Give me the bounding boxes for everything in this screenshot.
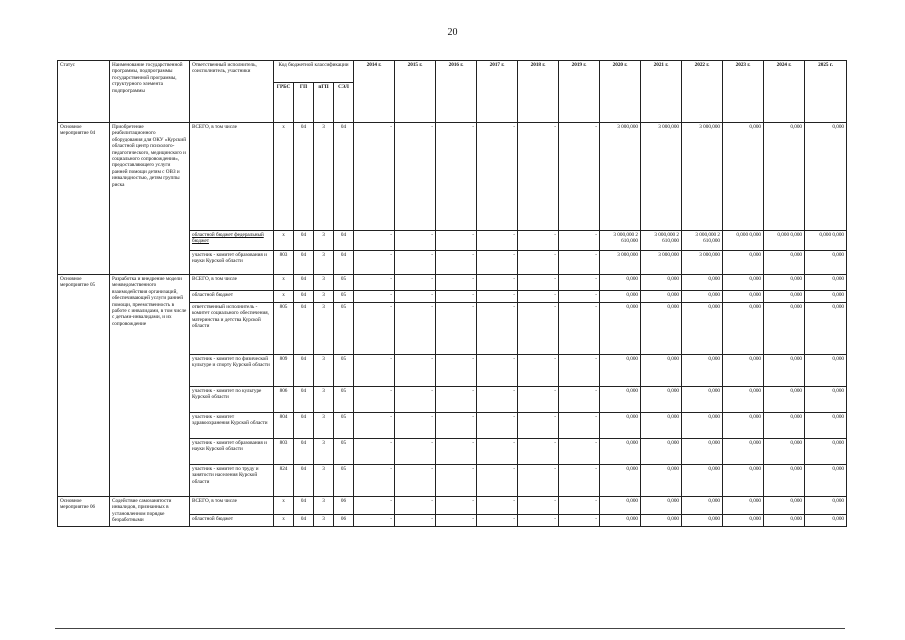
header-year: 2020 г.: [600, 61, 641, 123]
row-code: 04: [294, 123, 314, 231]
row-code: 04: [294, 251, 314, 275]
row-code: 04: [294, 439, 314, 465]
row-executor: участник - комитет по труду и занятости населения Курской области: [190, 465, 274, 497]
row-value: -: [477, 231, 518, 251]
table-row: [58, 275, 847, 291]
row-code: 05: [334, 303, 354, 355]
row-code: 05: [334, 413, 354, 439]
row-value: -: [518, 275, 559, 291]
row-value: 3 000,000: [682, 123, 723, 231]
row-code: x: [274, 497, 294, 515]
row-code: 3: [314, 123, 334, 231]
row-value: -: [436, 439, 477, 465]
row-value: -: [395, 465, 436, 497]
row-executor: участник - комитет здравоохранения Курской области: [190, 413, 274, 439]
row-value: 0,000: [600, 275, 641, 291]
row-value: 0,000: [764, 303, 805, 355]
row-code: 05: [334, 387, 354, 413]
row-value: 0,000: [600, 439, 641, 465]
row-value: -: [559, 231, 600, 251]
row-value: 0,000: [723, 123, 764, 231]
row-value: 0,000: [805, 275, 847, 291]
row-value: 3 000,000: [600, 123, 641, 231]
row-name: Содействие самозанятости инвалидов, признанных в установленном порядке безработными: [110, 497, 190, 527]
row-value: 0,000: [805, 387, 847, 413]
row-name: Разработка и внедрение модели межведомственного взаимодействия организаций, обеспечивающей услуги ранней помощи, преемственность в работе с инвалидами, в том числе с детьми-инвалидами, и их сопровождение: [110, 275, 190, 497]
bottom-rule: [55, 628, 845, 629]
row-value: 0,000 0,000: [723, 231, 764, 251]
header-year: 2025 г.: [805, 61, 847, 123]
row-value: -: [518, 387, 559, 413]
row-value: 0,000: [682, 497, 723, 515]
row-value: -: [436, 497, 477, 515]
row-value: -: [559, 387, 600, 413]
row-code: 04: [294, 291, 314, 303]
row-value: 0,000: [682, 515, 723, 527]
row-executor: областной бюджет: [190, 515, 274, 527]
page-number: 20: [447, 27, 458, 38]
row-value: -: [436, 515, 477, 527]
row-value: -: [395, 387, 436, 413]
row-code: 04: [294, 275, 314, 291]
row-value: -: [518, 123, 559, 231]
row-value: 0,000: [764, 465, 805, 497]
row-code: 3: [314, 387, 334, 413]
row-value: 0,000: [641, 291, 682, 303]
row-value: -: [518, 251, 559, 275]
row-executor: участник - комитет по физической культуре и спорту Курской области: [190, 355, 274, 387]
row-code: 04: [294, 413, 314, 439]
row-value: -: [518, 231, 559, 251]
row-value: 0,000: [805, 465, 847, 497]
row-code: 04: [294, 355, 314, 387]
header-year: 2019 г.: [559, 61, 600, 123]
row-code: 05: [334, 439, 354, 465]
header-year: 2015 г.: [395, 61, 436, 123]
row-code: 3: [314, 355, 334, 387]
row-value: 3 000,000: [600, 251, 641, 275]
row-value: 0,000: [805, 303, 847, 355]
header-status: Статус: [58, 61, 110, 123]
header-row: [58, 61, 847, 83]
row-value: 0,000: [641, 275, 682, 291]
header-executor: Ответственный исполнитель, соисполнитель, участники: [190, 61, 274, 123]
row-value: 0,000: [805, 291, 847, 303]
header-year: 2024 г.: [764, 61, 805, 123]
budget-table: [57, 60, 847, 527]
row-value: 0,000: [764, 123, 805, 231]
row-value: -: [559, 515, 600, 527]
row-value: -: [559, 355, 600, 387]
row-value: -: [477, 413, 518, 439]
header-code: пГП: [314, 83, 334, 123]
row-value: 0,000: [600, 515, 641, 527]
row-value: 3 000,000 2 610,000: [600, 231, 641, 251]
row-code: 3: [314, 497, 334, 515]
row-value: -: [518, 497, 559, 515]
row-value: -: [354, 303, 395, 355]
row-value: -: [559, 413, 600, 439]
row-value: -: [559, 291, 600, 303]
row-value: 0,000: [682, 465, 723, 497]
header-budget-code: Код бюджетной классификации: [274, 61, 354, 83]
row-code: 05: [334, 465, 354, 497]
row-code: 824: [274, 465, 294, 497]
header-year: 2017 г.: [477, 61, 518, 123]
header-code: СЭЛ: [334, 83, 354, 123]
row-value: 0,000: [682, 355, 723, 387]
row-value: -: [477, 355, 518, 387]
row-value: -: [477, 123, 518, 231]
row-value: 0,000: [764, 439, 805, 465]
row-value: 0,000: [723, 515, 764, 527]
row-value: 0,000: [764, 515, 805, 527]
row-value: -: [559, 303, 600, 355]
row-value: -: [477, 275, 518, 291]
row-value: 0,000: [641, 355, 682, 387]
row-value: 0,000: [600, 303, 641, 355]
row-executor: участник - комитет образования и науки Курской области: [190, 251, 274, 275]
row-value: -: [354, 465, 395, 497]
row-value: 0,000: [600, 465, 641, 497]
row-value: 0,000: [805, 439, 847, 465]
row-code: x: [274, 275, 294, 291]
row-value: 0,000: [805, 413, 847, 439]
row-value: -: [395, 497, 436, 515]
row-value: 0,000: [805, 251, 847, 275]
row-value: -: [477, 291, 518, 303]
row-code: 04: [334, 251, 354, 275]
row-value: 0,000: [805, 497, 847, 515]
row-value: -: [395, 515, 436, 527]
row-value: -: [354, 251, 395, 275]
row-value: -: [436, 465, 477, 497]
row-value: 0,000: [682, 303, 723, 355]
row-code: 3: [314, 275, 334, 291]
row-code: 3: [314, 413, 334, 439]
row-value: -: [477, 465, 518, 497]
row-value: -: [477, 251, 518, 275]
row-code: x: [274, 231, 294, 251]
row-value: -: [436, 303, 477, 355]
row-value: 0,000: [805, 515, 847, 527]
row-value: -: [477, 497, 518, 515]
row-value: -: [477, 303, 518, 355]
row-value: 0,000: [764, 413, 805, 439]
row-value: -: [518, 413, 559, 439]
row-status: Основное мероприятие 05: [58, 275, 110, 497]
row-code: 06: [334, 497, 354, 515]
row-value: -: [354, 355, 395, 387]
row-value: 0,000: [600, 387, 641, 413]
row-value: -: [436, 413, 477, 439]
table-row: [58, 123, 847, 231]
row-value: 0,000 0,000: [805, 231, 847, 251]
row-code: 805: [274, 303, 294, 355]
row-value: -: [354, 413, 395, 439]
row-value: -: [518, 515, 559, 527]
row-code: 804: [274, 413, 294, 439]
row-status: Основное мероприятие 06: [58, 497, 110, 527]
row-value: -: [559, 251, 600, 275]
row-value: 0,000: [641, 387, 682, 413]
row-value: 0,000: [805, 355, 847, 387]
row-value: 0,000: [641, 303, 682, 355]
row-value: 0,000: [723, 303, 764, 355]
row-code: 04: [294, 387, 314, 413]
row-value: -: [354, 439, 395, 465]
row-value: 3 000,000: [682, 251, 723, 275]
row-executor: участник - комитет по культуре Курской области: [190, 387, 274, 413]
header-year: 2014 г.: [354, 61, 395, 123]
row-value: -: [518, 465, 559, 497]
row-value: -: [395, 231, 436, 251]
row-value: -: [436, 291, 477, 303]
row-value: 0,000 0,000: [764, 231, 805, 251]
row-value: -: [436, 275, 477, 291]
row-value: 0,000: [764, 497, 805, 515]
row-value: 0,000: [723, 439, 764, 465]
row-value: -: [436, 123, 477, 231]
row-value: 0,000: [641, 515, 682, 527]
header-year: 2021 г.: [641, 61, 682, 123]
row-value: -: [436, 251, 477, 275]
row-value: 0,000: [600, 497, 641, 515]
row-code: 06: [334, 515, 354, 527]
row-value: 3 000,000 2 610,000: [641, 231, 682, 251]
row-value: -: [354, 291, 395, 303]
row-executor: участник - комитет образования и науки Курской области: [190, 439, 274, 465]
row-value: -: [559, 439, 600, 465]
row-value: -: [354, 497, 395, 515]
row-code: 05: [334, 291, 354, 303]
row-code: 04: [294, 497, 314, 515]
row-value: -: [518, 303, 559, 355]
row-value: 3 000,000 2 610,000: [682, 231, 723, 251]
row-value: -: [436, 231, 477, 251]
row-value: -: [518, 291, 559, 303]
row-status: Основное мероприятие 04: [58, 123, 110, 275]
row-code: x: [274, 291, 294, 303]
row-code: 803: [274, 439, 294, 465]
header-year: 2016 г.: [436, 61, 477, 123]
row-value: 0,000: [682, 387, 723, 413]
row-value: -: [436, 355, 477, 387]
row-code: 04: [294, 515, 314, 527]
header-year: 2023 г.: [723, 61, 764, 123]
row-name: Приобретение реабилитационного оборудования для ОКУ «Курский областной центр психолого-педагогического, медицинского и социального сопровождения», предоставляющего услуги ранней помощи детям с ОВЗ и инвалидностью, детям группы риска: [110, 123, 190, 275]
row-value: 0,000: [764, 275, 805, 291]
row-code: 803: [274, 251, 294, 275]
row-value: -: [395, 291, 436, 303]
row-code: 3: [314, 439, 334, 465]
row-value: 0,000: [682, 291, 723, 303]
row-code: 04: [334, 231, 354, 251]
row-value: 0,000: [764, 387, 805, 413]
row-executor: ответственный исполнитель - комитет социального обеспечения, материнства и детства Курской области: [190, 303, 274, 355]
row-value: 0,000: [723, 465, 764, 497]
row-value: 0,000: [805, 123, 847, 231]
row-value: -: [436, 387, 477, 413]
row-value: 0,000: [764, 355, 805, 387]
row-value: -: [477, 387, 518, 413]
row-value: 0,000: [723, 291, 764, 303]
row-code: 05: [334, 275, 354, 291]
row-code: 3: [314, 465, 334, 497]
row-value: -: [559, 465, 600, 497]
row-value: -: [395, 439, 436, 465]
row-value: -: [354, 515, 395, 527]
row-value: -: [395, 355, 436, 387]
row-value: -: [395, 275, 436, 291]
row-code: 04: [334, 123, 354, 231]
row-value: -: [395, 413, 436, 439]
row-value: 0,000: [723, 413, 764, 439]
row-code: 04: [294, 465, 314, 497]
row-executor: ВСЕГО, в том числе: [190, 497, 274, 515]
row-value: 0,000: [723, 275, 764, 291]
row-code: 3: [314, 231, 334, 251]
row-value: 3 000,000: [641, 123, 682, 231]
row-code: 3: [314, 291, 334, 303]
row-value: -: [477, 439, 518, 465]
row-value: 3 000,000: [641, 251, 682, 275]
row-value: -: [477, 515, 518, 527]
row-value: -: [354, 275, 395, 291]
row-executor: ВСЕГО, в том числе: [190, 123, 274, 231]
header-year: 2018 г.: [518, 61, 559, 123]
row-code: 3: [314, 251, 334, 275]
row-value: 0,000: [723, 387, 764, 413]
row-code: x: [274, 515, 294, 527]
row-value: -: [518, 439, 559, 465]
row-code: 04: [294, 231, 314, 251]
row-value: 0,000: [682, 275, 723, 291]
row-value: 0,000: [600, 413, 641, 439]
row-value: -: [518, 355, 559, 387]
row-value: 0,000: [682, 413, 723, 439]
table-row: [58, 497, 847, 515]
row-code: 806: [274, 387, 294, 413]
header-code: ГРБС: [274, 83, 294, 123]
row-value: -: [395, 303, 436, 355]
row-value: 0,000: [764, 291, 805, 303]
row-value: 0,000: [723, 251, 764, 275]
row-value: -: [354, 123, 395, 231]
row-code: 809: [274, 355, 294, 387]
row-value: -: [559, 275, 600, 291]
header-year: 2022 г.: [682, 61, 723, 123]
row-value: 0,000: [600, 291, 641, 303]
header-name: Наименование государственной программы, подпрограммы государственной программы, структурного элемента подпрограммы: [110, 61, 190, 123]
row-value: -: [354, 387, 395, 413]
row-executor: областной бюджет: [190, 291, 274, 303]
row-value: -: [354, 231, 395, 251]
row-value: 0,000: [723, 355, 764, 387]
row-code: x: [274, 123, 294, 231]
row-executor: областной бюджет федеральный бюджет: [190, 231, 274, 251]
row-value: -: [559, 497, 600, 515]
row-code: 3: [314, 303, 334, 355]
header-code: ГП: [294, 83, 314, 123]
row-value: 0,000: [641, 413, 682, 439]
row-value: 0,000: [764, 251, 805, 275]
row-value: -: [395, 123, 436, 231]
row-code: 05: [334, 355, 354, 387]
row-value: 0,000: [600, 355, 641, 387]
row-code: 04: [294, 303, 314, 355]
row-value: -: [395, 251, 436, 275]
row-value: 0,000: [641, 439, 682, 465]
row-value: 0,000: [723, 497, 764, 515]
row-executor: ВСЕГО, в том числе: [190, 275, 274, 291]
row-value: 0,000: [641, 497, 682, 515]
row-value: -: [559, 123, 600, 231]
row-code: 3: [314, 515, 334, 527]
row-value: 0,000: [682, 439, 723, 465]
row-value: 0,000: [641, 465, 682, 497]
